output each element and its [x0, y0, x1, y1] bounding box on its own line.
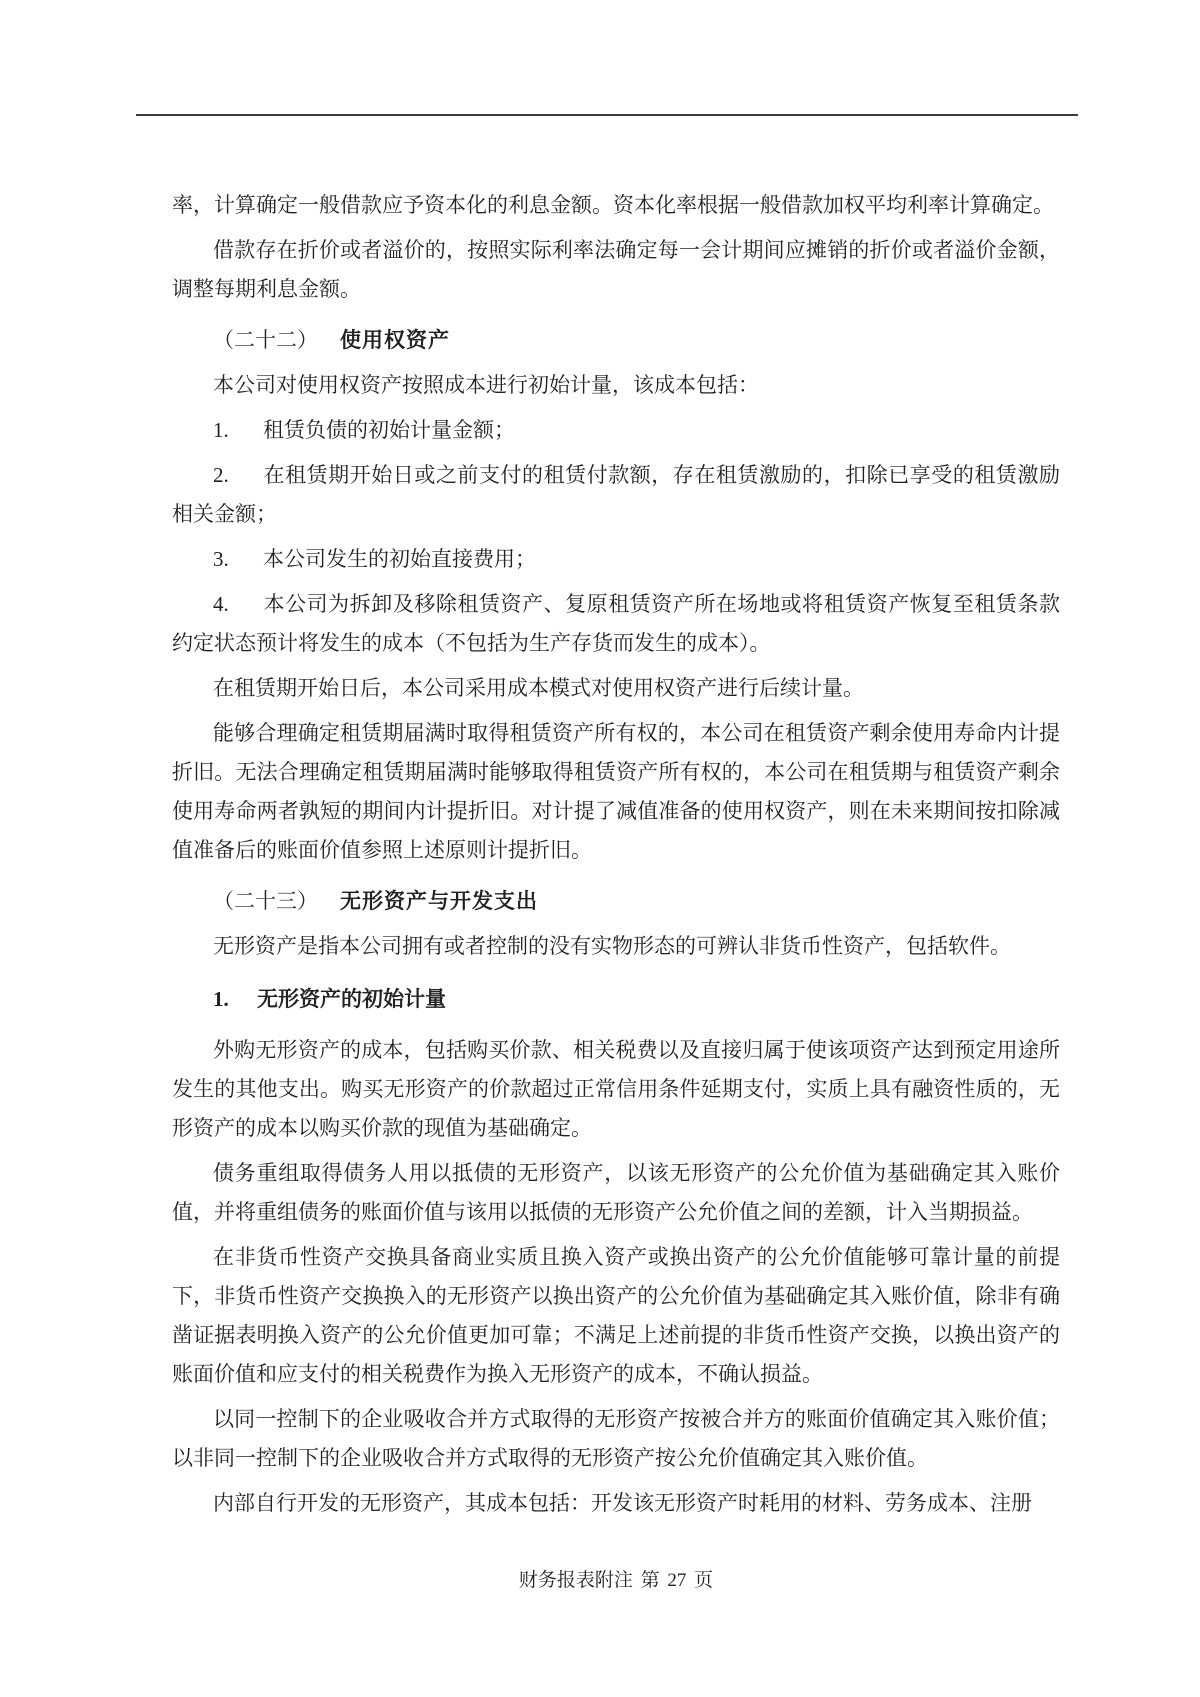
list-item [172, 540, 1060, 579]
paragraph: 在非货币性资产交换具备商业实质且换入资产或换出资产的公允价值能够可靠计量的前提下，非货币性资产交换换入的无形资产以换出资产的公允价值为基础确定其入账价值，除非有确凿证据表明换入资产的公允价值更加可靠；不满足上述前提的非货币性资产交换，以换出资产的账面价值和应支付的相关税费作为换入无形资产的成本，不确认损益。 [172, 1245, 1060, 1386]
list-item-text: 在租赁期开始日或之前支付的租赁付款额，存在租赁激励的，扣除已享受的租赁激励相关金额； [172, 463, 1060, 526]
list-item-text: 本公司发生的初始直接费用； [263, 547, 536, 571]
sub-heading-title: 无形资产的初始计量 [257, 987, 446, 1011]
header-rule [136, 114, 1078, 116]
section-heading [172, 882, 1060, 921]
list-item [172, 456, 1060, 534]
section-title: 使用权资产 [340, 328, 450, 352]
list-item [172, 585, 1060, 663]
paragraph: 无形资产是指本公司拥有或者控制的没有实物形态的可辨认非货币性资产，包括软件。 [213, 934, 1011, 958]
paragraph: 能够合理确定租赁期届满时取得租赁资产所有权的，本公司在租赁资产剩余使用寿命内计提折旧。无法合理确定租赁期届满时能够取得租赁资产所有权的，本公司在租赁期与租赁资产剩余使用寿命两者孰短的期间内计提折旧。对计提了减值准备的使用权资产，则在未来期间按扣除减值准备后的账面价值参照上述原则计提折旧。 [172, 721, 1060, 862]
document-body [172, 186, 1060, 1529]
paragraph: 外购无形资产的成本，包括购买价款、相关税费以及直接归属于使该项资产达到预定用途所发生的其他支出。购买无形资产的价款超过正常信用条件延期支付，实质上具有融资性质的，无形资产的成本以购买价款的现值为基础确定。 [172, 1038, 1060, 1140]
section-number: （二十二） [213, 328, 318, 352]
list-item-number: 3. [213, 547, 229, 571]
sub-heading [172, 980, 1060, 1019]
section-heading [172, 321, 1060, 360]
paragraph: 以同一控制下的企业吸收合并方式取得的无形资产按被合并方的账面价值确定其入账价值；以非同一控制下的企业吸收合并方式取得的无形资产按公允价值确定其入账价值。 [172, 1407, 1060, 1470]
list-item-number: 1. [213, 418, 229, 442]
section-title: 无形资产与开发支出 [340, 889, 538, 913]
section-number: （二十三） [213, 889, 318, 913]
list-item-text: 本公司为拆卸及移除租赁资产、复原租赁资产所在场地或将租赁资产恢复至租赁条款约定状态预计将发生的成本（不包括为生产存货而发生的成本）。 [172, 592, 1060, 655]
list-item-number: 4. [213, 592, 229, 616]
paragraph: 本公司对使用权资产按照成本进行初始计量，该成本包括： [213, 373, 759, 397]
page-footer: 财务报表附注 第 27 页 [518, 1570, 714, 1591]
list-item-number: 2. [213, 463, 229, 487]
paragraph: 率，计算确定一般借款应予资本化的利息金额。资本化率根据一般借款加权平均利率计算确定。 [172, 193, 1054, 217]
sub-heading-number: 1. [213, 987, 229, 1011]
list-item [172, 411, 1060, 450]
paragraph: 内部自行开发的无形资产，其成本包括：开发该无形资产时耗用的材料、劳务成本、注册 [213, 1491, 1032, 1515]
list-item-text: 租赁负债的初始计量金额； [263, 418, 515, 442]
paragraph: 借款存在折价或者溢价的，按照实际利率法确定每一会计期间应摊销的折价或者溢价金额，调整每期利息金额。 [172, 238, 1060, 301]
paragraph: 债务重组取得债务人用以抵债的无形资产，以该无形资产的公允价值为基础确定其入账价值，并将重组债务的账面价值与该用以抵债的无形资产公允价值之间的差额，计入当期损益。 [172, 1161, 1060, 1224]
paragraph: 在租赁期开始日后，本公司采用成本模式对使用权资产进行后续计量。 [213, 676, 864, 700]
